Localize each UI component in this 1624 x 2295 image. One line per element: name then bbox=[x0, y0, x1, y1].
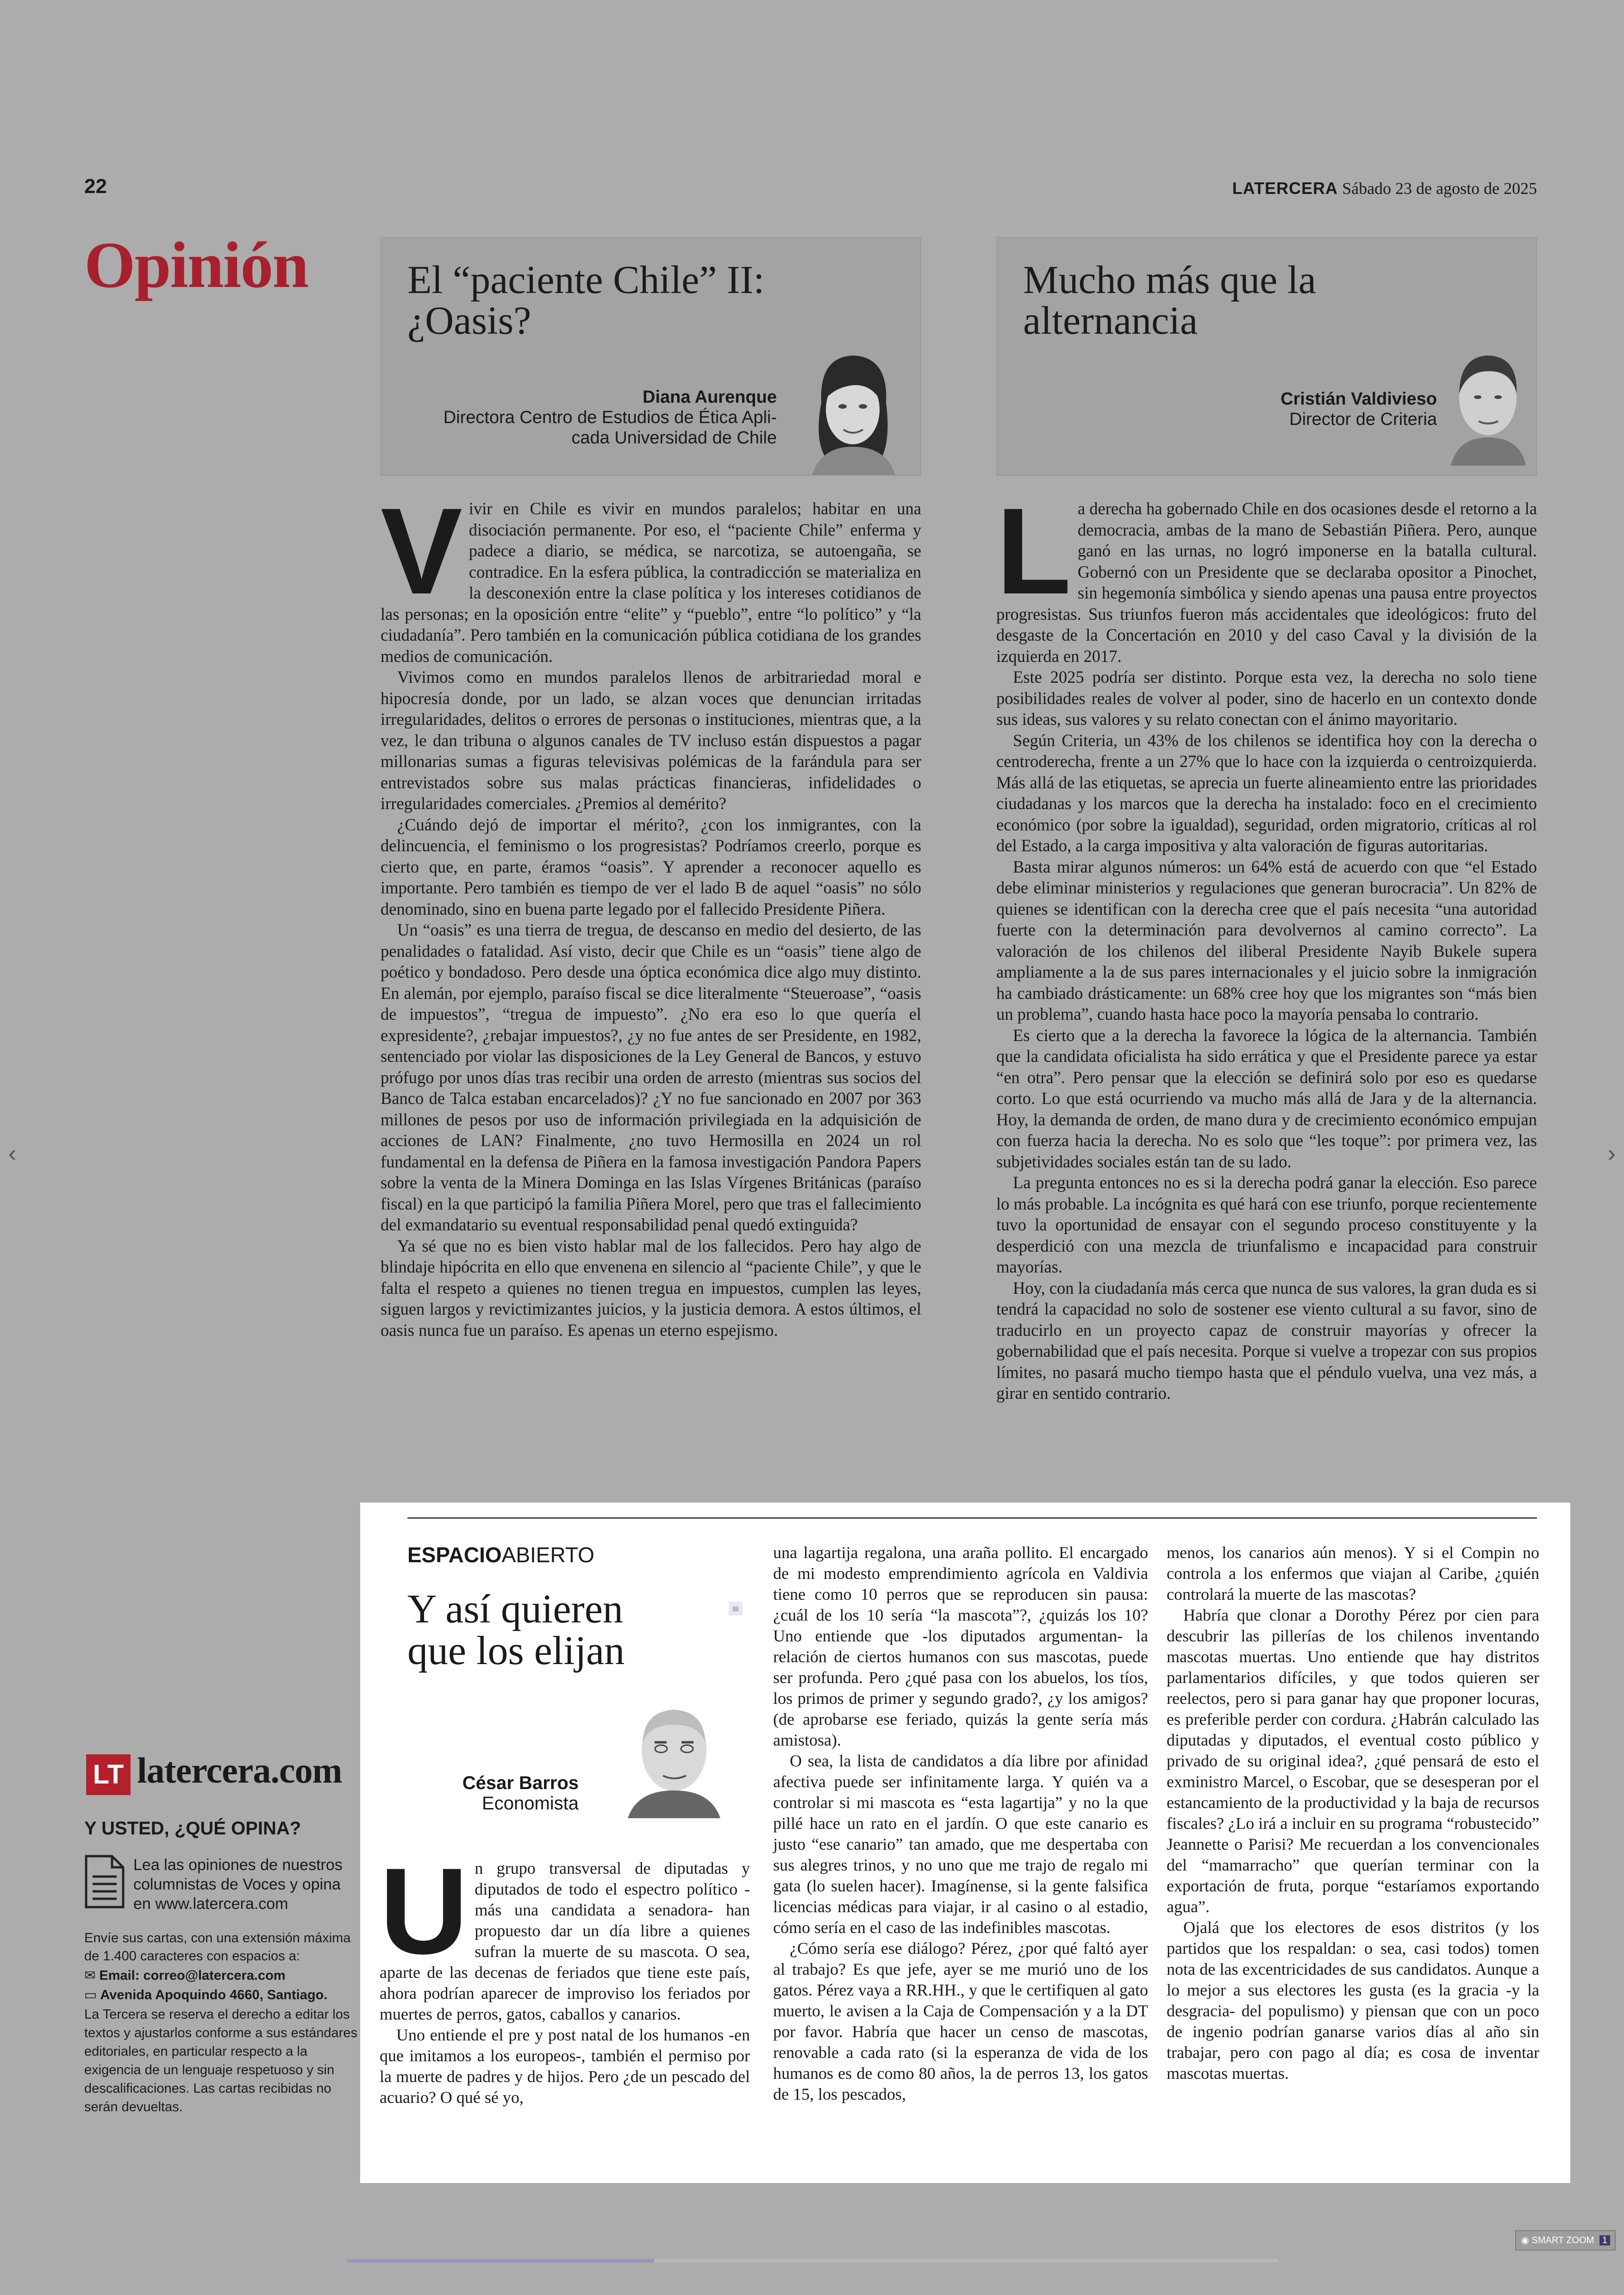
espacio-title: Y así quieren que los elijan bbox=[407, 1587, 625, 1673]
prev-page-arrow[interactable]: ‹ bbox=[8, 1140, 17, 1167]
article2-paragraph: Este 2025 podría ser distinto. Porque esta vez, la derecha no solo tiene posibilidades reales de volver al poder, sino de hacerlo en un contexto donde sus ideas, sus valores y su relato conectan con el ánimo mayoritario. bbox=[996, 667, 1537, 729]
article2-paragraph: Según Criteria, un 43% de los chilenos se identifica hoy con la derecha o centroderecha, frente a un 27% que lo hace con la izquierda o centroizquierda. Más allá de las etiquetas, se aprecia un fuerte alineamiento entre las prioridades ciudadanas y los marcos que la derecha ha instalado: foco en el crecimiento económico (por sobre la igualdad), seguridad, orden migratorio, críticas al rol del Estado, a la carga impositiva y alta valoración de figuras autoritarias. bbox=[996, 730, 1537, 855]
espacio-paragraph: O sea, la lista de candidatos a día libre por afinidad afectiva puede ser infinitamente larga. Y quién va a controlar si mi mascota es “esta lagartija” y no la que pillé hace un rato en el jardín. O que este canario es justo “ese canario” tan amado, que me despertaba con sus alegres trinos, y no uno que me trajo de regalo mi gata (lo suelen hacer). Imagínense, si la gente falsifica licencias médicas para viajar, ir al casino o al estadio, cómo sería en el caso de las indefinibles mascotas. bbox=[773, 1752, 1148, 1937]
mail-icon: ✉ bbox=[84, 1968, 100, 1983]
espacio-paragraph: Uno entiende el pre y post natal de los humanos -en que imitamos a los europeos-, también el permiso por la muerte de padres y de hijos. Pero ¿de un pescado del acuario? O qué sé yo, bbox=[380, 2026, 750, 2107]
next-page-arrow[interactable]: › bbox=[1607, 1140, 1616, 1167]
article1-author-portrait bbox=[793, 347, 909, 475]
espacio-paragraph: menos, los canarios aún menos). Y si el Compin no controla a los enfermos que viajan al Caribe, ¿quién controlará la muerte de las mascotas? bbox=[1167, 1543, 1539, 1603]
masthead-date bbox=[1232, 179, 1537, 198]
espacio-column-3 bbox=[1167, 1542, 1539, 2084]
espacio-author: César Barros bbox=[462, 1773, 579, 1793]
article2-paragraph: Basta mirar algunos números: un 64% está de acuerdo con que “el Estado debe eliminar ministerios y regulaciones que generan burocracia”. Un 82% de quienes se identifican con la derecha cree que el país necesita “una autoridad fuerte con la determinación para devolvernos al camino correcto”. La valoración de los chilenos del iliberal Presidente Nayib Bukele supera ampliamente a la de sus pares internacionales y el juicio sobre la inmigración ha cambiado drásticamente: un 68% cree hoy que los migrantes son “más bien un problema”, cuando hasta hace poco la mayoría pensaba lo contrario. bbox=[996, 857, 1537, 1023]
article2-drop-cap: L bbox=[996, 483, 1071, 620]
article2-paragraph: Hoy, con la ciudadanía más cerca que nunca de sus valores, la gran duda es si tendrá la capacidad no solo de sostener ese viento cultural a su favor, sino de traducirlo en un proyecto capaz de construir mayorías y ofrecer la gobernabilidad que el país necesita. Porque si vuelve a tropezar con sus propios límites, no pasará mucho tiempo hasta que el péndulo vuelva, una vez más, a girar en sentido contrario. bbox=[996, 1278, 1537, 1403]
mailbox-icon: ▭ bbox=[84, 1988, 100, 2002]
article1-author: Diana Aurenque bbox=[643, 387, 777, 407]
panel-rule bbox=[407, 1517, 1537, 1519]
article2-paragraph: La pregunta entonces no es si la derecha podrá ganar la elección. Eso parece lo más probable. La incógnita es qué hará con ese triunfo, porque recientemente tuvo la oportunidad de ensayar con el segundo proceso constituyente y la desperdició con una mezcla de triunfalismo e incapacidad para construir mayorías. bbox=[996, 1173, 1537, 1276]
espacio-paragraph: Un grupo transversal de diputadas y diputados de todo el espectro político -más una candidata a senadora- han propuesto dar un día libre a quienes sufran la muerte de su mascota. O sea, aparte de las decenas de feriados que tiene este país, ahora podrían aparecer de improviso los feriados por muertes de perros, gatos, caballos y canarios. bbox=[380, 1843, 750, 2023]
article1-paragraph: Un “oasis” es una tierra de tregua, de descanso en medio del desierto, de las penalidades o fatalidad. Así visto, decir que Chile es un “oasis” tiene algo de poético y bondadoso. Pero desde una óptica económica dice algo muy distinto. En alemán, por ejemplo, paraíso fiscal se dice literalmente “Steueroase”, “oasis de impuestos”, “tregua de impuesto”. ¿No era eso lo que quería el expresidente?, ¿rebajar impuestos?, ¿y no fue antes de ser Presidente, en 1982, sentenciado por violar las disposiciones de la Ley General de Bancos, y estuvo prófugo por unos días tras recibir una orden de arresto (mientras sus socios del Banco de Talca estaban encarcelados)? ¿Y no fue sancionado en 2007 por 363 millones de pesos por uso de información privilegiada en la adquisición de acciones de LAN? Finalmente, ¿no tuvo Hermosilla en 2024 un rol fundamental en la defensa de Piñera en la famosa investigación Pandora Papers sobre la venta de la Minera Dominga en las Islas Vírgenes Británicas (paraíso fiscal) en la que participó la familia Piñera Morel, pero que tras el fallecimiento del exmandatario su eventual responsabilidad penal quedó extinguida? bbox=[381, 920, 921, 1234]
page-progress-fill bbox=[347, 2259, 654, 2263]
sidebar-disclaimer: La Tercera se reserva el derecho a editar los textos y ajustarlos conforme a sus estándares editoriales, en particular respecto a la exigencia de un lenguaje respetuoso y sin descalificaciones. Las cartas recibidas no serán devueltas. bbox=[84, 2007, 357, 2114]
article1-paragraph: ¿Cuándo dejó de importar el mérito?, ¿con los inmigrantes, con la delincuencia, el feminismo o los progresistas? Podríamos creerlo, porque es cierto que, en parte, éramos “oasis”. Y aprender a reconocer aquello es importante. Pero también es tiempo de ver el lado B de aquel “oasis” no sólo denominado, sino en buena parte legado por el fallecido Presidente Piñera. bbox=[381, 815, 921, 918]
article1-paragraph: Ya sé que no es bien visto hablar mal de los fallecidos. Pero hay algo de blindaje hipócrita en ello que envenena en silencio al “paciente Chile”, y que le falta el respeto a quienes no tienen tregua en impuestos, cumplen las leyes, siguen largos y revictimizantes juicios, y la justicia demora. A estos últimos, el oasis nunca fue un paraíso. Es apenas un eterno espejismo. bbox=[381, 1236, 921, 1340]
article1-byline bbox=[379, 387, 777, 448]
article2-author-portrait bbox=[1442, 343, 1534, 466]
article1-role: Directora Centro de Estudios de Ética Apli- cada Universidad de Chile bbox=[443, 408, 777, 448]
smart-zoom-label: SMART ZOOM bbox=[1531, 2235, 1594, 2245]
espacio-paragraph: Habría que clonar a Dorothy Pérez por cien para descubrir las pillerías de los chilenos inventando mascotas muertas. Uno entiende que hay distritos parlamentarios difíciles, y que todos quieren ser reelectos, pero si para ganar hay que proponer locuras, es preferible perder con cordura. ¿Habrán calculado las diputadas y diputados, el eventual costo público y privado de su original idea?, ¿qué pensará de esto el exministro Marcel, o Escobar, que se desesperan por el estancamiento de la productividad y la baja de recursos fiscales? ¿Lo irá a incluir en su programa “robustecido” Jeannette o Parisi? Me recuerdan a los convencionales del “mamarracho” que querían terminar con la exportación de fruta, porque “estaríamos exportando agua”. bbox=[1167, 1606, 1539, 1916]
document-icon bbox=[84, 1854, 125, 1909]
sidebar-address: ▭ Avenida Apoquindo 4660, Santiago. bbox=[84, 1988, 328, 2002]
sidebar-question: Y USTED, ¿QUÉ OPINA? bbox=[84, 1818, 301, 1839]
article2-body bbox=[996, 483, 1537, 1404]
smart-zoom-control[interactable] bbox=[1515, 2230, 1616, 2251]
latercera-logo: LT bbox=[86, 1754, 131, 1795]
article2-author: Cristián Valdivieso bbox=[1280, 389, 1437, 409]
annotation-marker-icon[interactable]: ≡ bbox=[729, 1602, 743, 1615]
espacio-byline bbox=[407, 1773, 579, 1814]
sidebar-email: ✉ Email: correo@latercera.com bbox=[84, 1968, 286, 1983]
article2-role: Director de Criteria bbox=[1289, 410, 1437, 429]
article2-title: Mucho más que la alternancia bbox=[1023, 257, 1316, 343]
sidebar-read-line: Lea las opiniones de nuestros columnistas de Voces y opina en www.latercera.com bbox=[133, 1856, 343, 1913]
article2-paragraph: Es cierto que a la derecha la favorece la lógica de la alternancia. También que la candidata oficialista ha sido errática y que el Presidente parece ya estar “en otra”. Pero pensar que la elección se definirá solo por eso es quedarse corto. Lo que está ocurriendo va mucho más allá de Jara y de la alternancia. Hoy, la demanda de orden, de mano dura y de crecimiento económico empujan con fuerza hacia la derecha. No es solo que “les toque”: por primera vez, las subjetividades sociales están tan de su lado. bbox=[996, 1025, 1537, 1171]
espacio-paragraph: Ojalá que los electores de esos distritos (y los partidos que los respaldan: o sea, casi todos) tomen nota de las excentricidades de sus candidatos. Aunque a lo mejor a sus electores les gusta (es la gracia -y la desgracia- del populismo) y piensan que con un poco de ingenio podrían ganarse varios días al año sin trabajar, pero con pago al día; es cosa de inventar mascotas muertas. bbox=[1167, 1918, 1539, 2083]
article1-title: El “paciente Chile” II: ¿Oasis? bbox=[407, 257, 765, 343]
eye-icon: ◉ bbox=[1521, 2235, 1529, 2245]
page-number: 22 bbox=[84, 175, 107, 198]
article1-paragraph: Vivimos como en mundos paralelos llenos de arbitrariedad moral e hipocresía donde, por un lado, se alzan voces que denuncian irritadas irregularidades, delitos o errores de personas o instituciones, mientras que, a la vez, le dan tribuna o algunos canales de TV incluso están dispuestos a pagar millonarias sumas a figuras televisivas polémicas de la farándula para ser entrevistados sobre sus malas prácticas financieras, infidelidades o irregularidades comerciales. ¿Premios al demérito? bbox=[381, 667, 921, 813]
espacio-role: Economista bbox=[482, 1793, 579, 1814]
espacio-column-2 bbox=[773, 1542, 1148, 2105]
article1-body bbox=[381, 483, 921, 1341]
brand-name: LATERCERA bbox=[1232, 179, 1338, 198]
espacio-author-portrait bbox=[618, 1692, 730, 1818]
article1-drop-cap: V bbox=[381, 483, 462, 620]
article1-paragraph: Vivir en Chile es vivir en mundos paralelos; habitar en una disociación permanente. Por eso, el “paciente Chile” enferma y padece a diario, se médica, se narcotiza, se autoengaña, se contradice. En la esfera pública, la contradicción se materializa en la desconexión entre la clase política y los intereses cotidianos de las personas; en la oposición entre “elite” y “pueblo”, entre “lo político” y “la ciudadanía”. Pero también en la comunicación pública cotidiana de los grandes medios de comunicación. bbox=[381, 483, 921, 666]
issue-date: Sábado 23 de agosto de 2025 bbox=[1342, 179, 1537, 198]
espacio-paragraph: una lagartija regalona, una araña pollito. El encargado de mi modesto emprendimiento agrícola en Valdivia tiene como 10 perros que se reproducen sin pausa: ¿cuál de los 10 sería “la mascota”?, ¿quizás los 10? Uno entiende que -los diputados argumentan- la relación de ciertos humanos con sus mascotas, puede ser profunda. Pero ¿qué pasa con los abuelos, los tíos, los primos de primer y segundo grado?, ¿y los amigos? (de aprobarse ese feriado, quizás la gente sería más amistosa). bbox=[773, 1543, 1148, 1749]
espacio-paragraph: ¿Cómo sería ese diálogo? Pérez, ¿por qué faltó ayer al trabajo? Es que jefe, ayer se me murió uno de los gatos. Pérez vaya a RR.HH., y que le certifiquen al gato muerto, le avisen a la Caja de Compensación y a la DT por favor. Habría que hacer un censo de mascotas, renovable a cada rato (si la esperanza de vida de los humanos es de como 80 años, la de perros 13, los gatos de 15, los pescados, bbox=[773, 1939, 1148, 2103]
latercera-site-link[interactable]: latercera.com bbox=[137, 1750, 342, 1790]
article2-title-box bbox=[996, 237, 1537, 476]
article1-title-box bbox=[381, 237, 921, 476]
espacio-abierto-label: ESPACIOABIERTO bbox=[407, 1543, 594, 1567]
section-title: Opinión bbox=[84, 228, 308, 301]
article2-byline bbox=[1159, 389, 1437, 430]
sidebar-letters-info: Envíe sus cartas, con una extensión máxima de 1.400 caracteres con espacios a: bbox=[84, 1931, 351, 1964]
espacio-column-1 bbox=[380, 1843, 750, 2108]
article2-paragraph: La derecha ha gobernado Chile en dos ocasiones desde el retorno a la democracia, ambas de la mano de Sebastián Piñera. Pero, aunque ganó en las urnas, no logró imponerse en la batalla cultural. Gobernó con un Presidente que se declaraba opositor a Pinochet, sin hegemonía simbólica y siendo apenas una pausa entre proyectos progresistas. Sus triunfos fueron más accidentales que ideológicos: fruto del desgaste de la Concertación en 2010 y del caso Caval y la división de la izquierda en 2017. bbox=[996, 483, 1537, 666]
espacio-drop-cap: U bbox=[380, 1843, 468, 1980]
zoom-level-badge: 1 bbox=[1599, 2235, 1610, 2245]
